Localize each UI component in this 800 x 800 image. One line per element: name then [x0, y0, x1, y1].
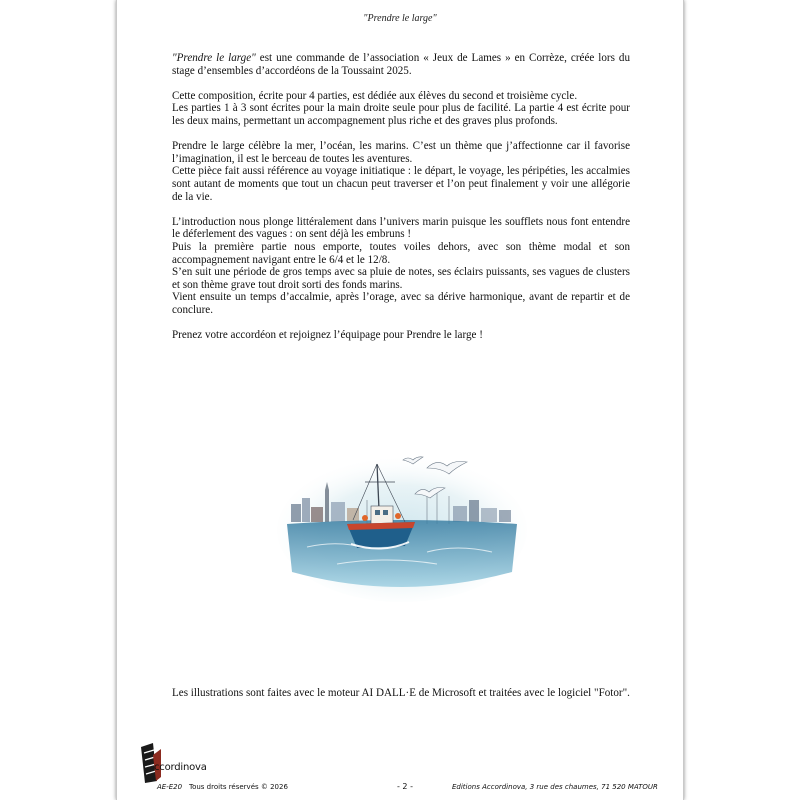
- closing-paragraph: Prenez votre accordéon et rejoignez l’équipage pour Prendre le large !: [172, 329, 483, 342]
- storm-paragraph: S’en suit une période de gros temps avec sa pluie de notes, ses éclairs puissants, ses vagues de clusters et son thème grave tout droit sorti des fonds marins.: [172, 266, 630, 291]
- publisher-address: Editions Accordinova, 3 rue des chaumes, 71 520 MATOUR: [452, 783, 658, 791]
- calm-paragraph: Vient ensuite un temps d’accalmie, après l’orage, avec sa dérive harmonique, avant de repartir et de conclure.: [172, 291, 630, 316]
- parts-paragraph: Les parties 1 à 3 sont écrites pour la main droite seule pour plus de facilité. La partie 4 est écrite pour les deux mains, permettant un accompagnement plus riche et des graves plus profonds.: [172, 102, 630, 127]
- theme-paragraph: Prendre le large célèbre la mer, l’océan, les marins. C’est un thème que j’affectionne car il favorise l’imagination, il est le berceau de toutes les aventures.: [172, 140, 630, 165]
- introduction-paragraph: L’introduction nous plonge littéralement dans l’univers marin puisque les soufflets nous font entendre le déferlement des vagues : on sent déjà les embruns !: [172, 215, 630, 241]
- illustration-credits: Les illustrations sont faites avec le moteur AI DALL·E de Microsoft et traitées avec le logiciel "Fotor".: [172, 687, 630, 699]
- running-header-title: "Prendre le large": [363, 13, 437, 24]
- first-part-paragraph: Puis la première partie nous emporte, toutes voiles dehors, avec son thème modal et son accompagnement navigant entre le 6/4 et le 12/8.: [172, 240, 630, 266]
- intro-title: "Prendre le large": [172, 52, 256, 64]
- copyright-notice: Tous droits réservés © 2026: [189, 783, 288, 791]
- logo-wordmark: ccordinova: [154, 762, 207, 773]
- page-footer: [117, 783, 683, 795]
- journey-paragraph: Cette pièce fait aussi référence au voyage initiatique : le départ, le voyage, les péripéties, les accalmies sont autant de moments que tout un chacun peut traverser et l’on peut finalement y voir une allégorie de la vie.: [172, 165, 630, 203]
- intro-paragraph: [172, 52, 630, 77]
- intro-text: est une commande de l’association « Jeux de Lames » en Corrèze, créée lors du stage d’ensembles d’accordéons de la Toussaint 2025.: [172, 52, 631, 77]
- catalog-code: AE-E20: [157, 783, 183, 791]
- fishing-boat-illustration: [277, 452, 527, 602]
- document-page: [117, 0, 683, 800]
- composition-paragraph: Cette composition, écrite pour 4 parties, est dédiée aux élèves du second et troisième cycle.: [172, 89, 578, 102]
- body-text: [172, 52, 630, 354]
- page-number: - 2 -: [397, 782, 413, 791]
